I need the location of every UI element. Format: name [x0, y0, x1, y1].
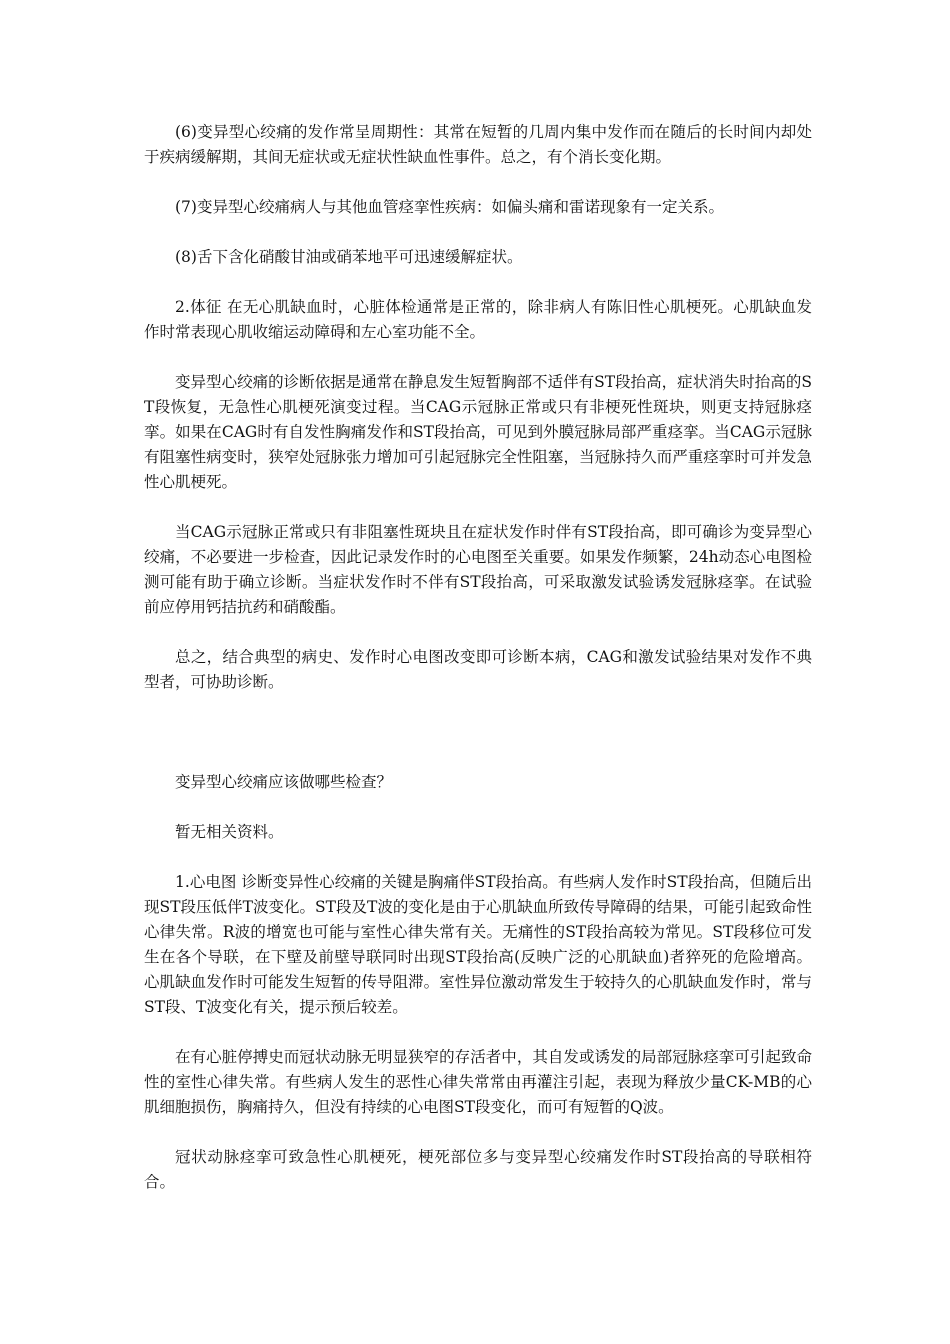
paragraph-coronary-spasm: 冠状动脉痉挛可致急性心肌梗死，梗死部位多与变异型心绞痛发作时ST段抬高的导联相符合。: [144, 1148, 812, 1191]
no-info-text: 暂无相关资料。: [175, 823, 284, 841]
paragraph-item-6: (6)变异型心绞痛的发作常呈周期性：其常在短暂的几周内集中发作而在随后的长时间内却处于疾病缓解期，其间无症状或无症状性缺血性事件。总之，有个消长变化期。: [144, 123, 812, 166]
section-spacer: [144, 720, 812, 770]
section-title: 变异型心绞痛应该做哪些检查？: [175, 773, 393, 791]
paragraph-item-7: (7)变异型心绞痛病人与其他血管痉挛性疾病：如偏头痛和雷诺现象有一定关系。: [175, 198, 724, 216]
paragraph-physical-signs: 2.体征 在无心肌缺血时，心脏体检通常是正常的，除非病人有陈旧性心肌梗死。心肌缺血发作时常表现心肌收缩运动障碍和左心室功能不全。: [144, 298, 812, 341]
paragraph-item-8: (8)舌下含化硝酸甘油或硝苯地平可迅速缓解症状。: [175, 248, 523, 266]
paragraph-diagnosis-basis: 变异型心绞痛的诊断依据是通常在静息发生短暂胸部不适伴有ST段抬高，症状消失时抬高的ST段恢复，无急性心肌梗死演变过程。当CAG示冠脉正常或只有非梗死性斑块，则更支持冠脉痉挛。如果在CAG时有自发性胸痛发作和ST段抬高，可见到外膜冠脉局部严重痉挛。当CAG示冠脉有阻塞性病变时，狭窄处冠脉张力增加可引起冠脉完全性阻塞，当冠脉持久而严重痉挛时可并发急性心肌梗死。: [144, 373, 812, 491]
paragraph-cardiac-arrest: 在有心脏停搏史而冠状动脉无明显狭窄的存活者中，其自发或诱发的局部冠脉痉挛可引起致命性的室性心律失常。有些病人发生的恶性心律失常常由再灌注引起，表现为释放少量CK-MB的心肌细胞损伤，胸痛持久，但没有持续的心电图ST段变化，而可有短暂的Q波。: [144, 1048, 812, 1116]
document-page: [144, 120, 812, 1220]
paragraph-ecg: 1.心电图 诊断变异性心绞痛的关键是胸痛伴ST段抬高。有些病人发作时ST段抬高，但随后出现ST段压低伴T波变化。ST段及T波的变化是由于心肌缺血所致传导障碍的结果，可能引起致命性心律失常。R波的增宽也可能与室性心律失常有关。无痛性的ST段抬高较为常见。ST段移位可发生在各个导联，在下壁及前壁导联同时出现ST段抬高(反映广泛的心肌缺血)者猝死的危险增高。心肌缺血发作时可能发生短暂的传导阻滞。室性异位激动常发生于较持久的心肌缺血发作时，常与ST段、T波变化有关，提示预后较差。: [144, 873, 812, 1016]
paragraph-summary: 总之，结合典型的病史、发作时心电图改变即可诊断本病，CAG和激发试验结果对发作不典型者，可协助诊断。: [144, 648, 812, 691]
paragraph-diagnosis-confirm: 当CAG示冠脉正常或只有非阻塞性斑块且在症状发作时伴有ST段抬高，即可确诊为变异型心绞痛，不必要进一步检查，因此记录发作时的心电图至关重要。如果发作频繁，24h动态心电图检测可能有助于确立诊断。当症状发作时不伴有ST段抬高，可采取激发试验诱发冠脉痉挛。在试验前应停用钙拮抗药和硝酸酯。: [144, 523, 812, 616]
